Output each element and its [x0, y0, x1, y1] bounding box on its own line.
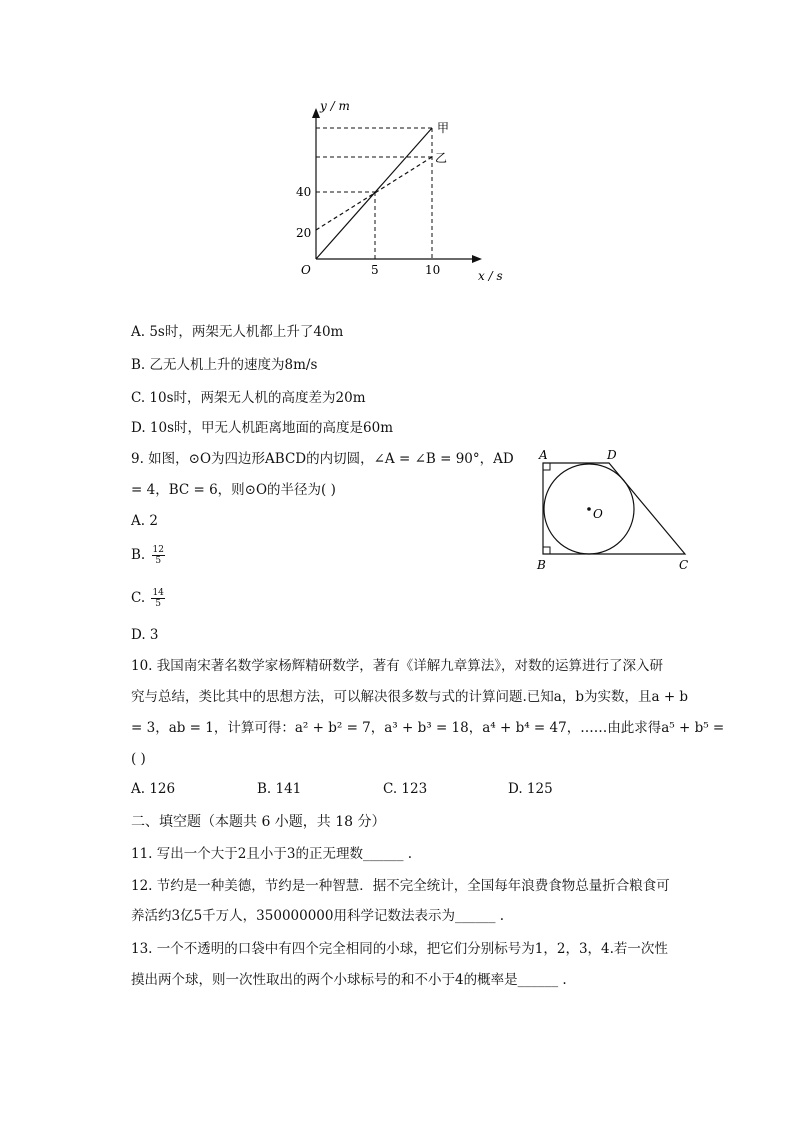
q9-stem-line1: 9. 如图，⊙O为四边形ABCD的内切圆，∠A = ∠B = 90°，AD [131, 451, 514, 467]
vertex-label-c: C [679, 558, 689, 572]
q9-option-c-fraction [151, 588, 164, 609]
q9-option-c [131, 588, 165, 609]
q9-option-b [131, 545, 165, 566]
q9-option-c-label: C. [131, 590, 146, 606]
q12-stem-line1: 12. 节约是一种美德，节约是一种智慧．据不完全统计，全国每年浪费食物总量折合粮食可 [131, 878, 670, 894]
q9-option-a: A. 2 [131, 513, 158, 529]
q9-option-d: D. 3 [131, 627, 159, 643]
line-jia [316, 128, 432, 259]
origin-label: O [301, 263, 311, 277]
line-jia-label: 甲 [437, 121, 450, 135]
q8-option-a: A. 5s时，两架无人机都上升了40m [131, 324, 344, 340]
right-angle-mark-a [543, 463, 550, 470]
q9-option-b-numerator: 12 [152, 545, 164, 555]
q13-stem-line1: 13. 一个不透明的口袋中有四个完全相同的小球，把它们分别标号为1，2，3，4.若一次性 [131, 941, 668, 957]
q9-option-b-label: B. [131, 547, 146, 563]
y-axis-label: y / m [320, 99, 350, 113]
right-angle-mark-b [543, 547, 550, 554]
x-tick-10: 10 [425, 263, 441, 277]
q10-option-d: D. 125 [508, 781, 553, 797]
q9-option-c-numerator: 14 [152, 588, 164, 598]
vertex-label-a: A [539, 448, 548, 462]
quadrilateral-abcd [543, 463, 685, 554]
q10-stem-line1: 10. 我国南宋著名数学家杨辉精研数学，著有《详解九章算法》，对数的运算进行了深入研 [131, 658, 664, 674]
q12-stem-line2: 养活约3亿5千万人，350000000用科学记数法表示为______ . [131, 908, 505, 924]
q9-quadrilateral-figure [530, 445, 700, 580]
q9-option-b-fraction [152, 545, 165, 566]
q9-stem-line2: = 4，BC = 6，则⊙O的半径为( ) [131, 482, 336, 498]
center-point-o [587, 507, 591, 511]
q10-stem-line3: = 3，ab = 1，计算可得：a² + b² = 7，a³ + b³ = 18，a⁴ + b⁴ = 47，……由此求得a⁵ + b⁵ = [131, 720, 725, 736]
vertex-label-d: D [607, 448, 617, 462]
x-tick-5: 5 [371, 263, 379, 277]
q11-stem: 11. 写出一个大于2且小于3的正无理数______ . [131, 846, 413, 862]
q8-option-b: B. 乙无人机上升的速度为8m/s [131, 357, 318, 373]
y-axis-arrow [312, 108, 320, 118]
vertex-label-b: B [537, 558, 546, 572]
center-label-o: O [593, 507, 603, 521]
q9-option-c-denominator: 5 [155, 599, 162, 609]
x-axis-arrow [472, 255, 482, 263]
q10-option-a: A. 126 [131, 781, 176, 797]
q10-option-c: C. 123 [383, 781, 428, 797]
q13-stem-line2: 摸出两个球，则一次性取出的两个小球标号的和不小于4的概率是______ . [131, 972, 567, 988]
q10-stem-line4: ( ) [131, 751, 146, 767]
y-tick-20: 20 [296, 226, 312, 240]
line-yi-label: 乙 [435, 151, 448, 165]
section-heading-fill-in: 二、填空题（本题共 6 小题，共 18 分） [131, 814, 386, 830]
q8-option-c: C. 10s时，两架无人机的高度差为20m [131, 390, 366, 406]
q10-option-b: B. 141 [257, 781, 302, 797]
q10-stem-line2: 究与总结，类比其中的思想方法，可以解决很多数与式的计算问题.已知a，b为实数，且a + b [131, 689, 689, 705]
q8-option-d: D. 10s时，甲无人机距离地面的高度是60m [131, 420, 394, 436]
q9-option-b-denominator: 5 [155, 556, 162, 566]
y-tick-40: 40 [296, 185, 312, 199]
x-axis-label: x / s [478, 269, 503, 283]
q8-line-graph [290, 90, 510, 290]
